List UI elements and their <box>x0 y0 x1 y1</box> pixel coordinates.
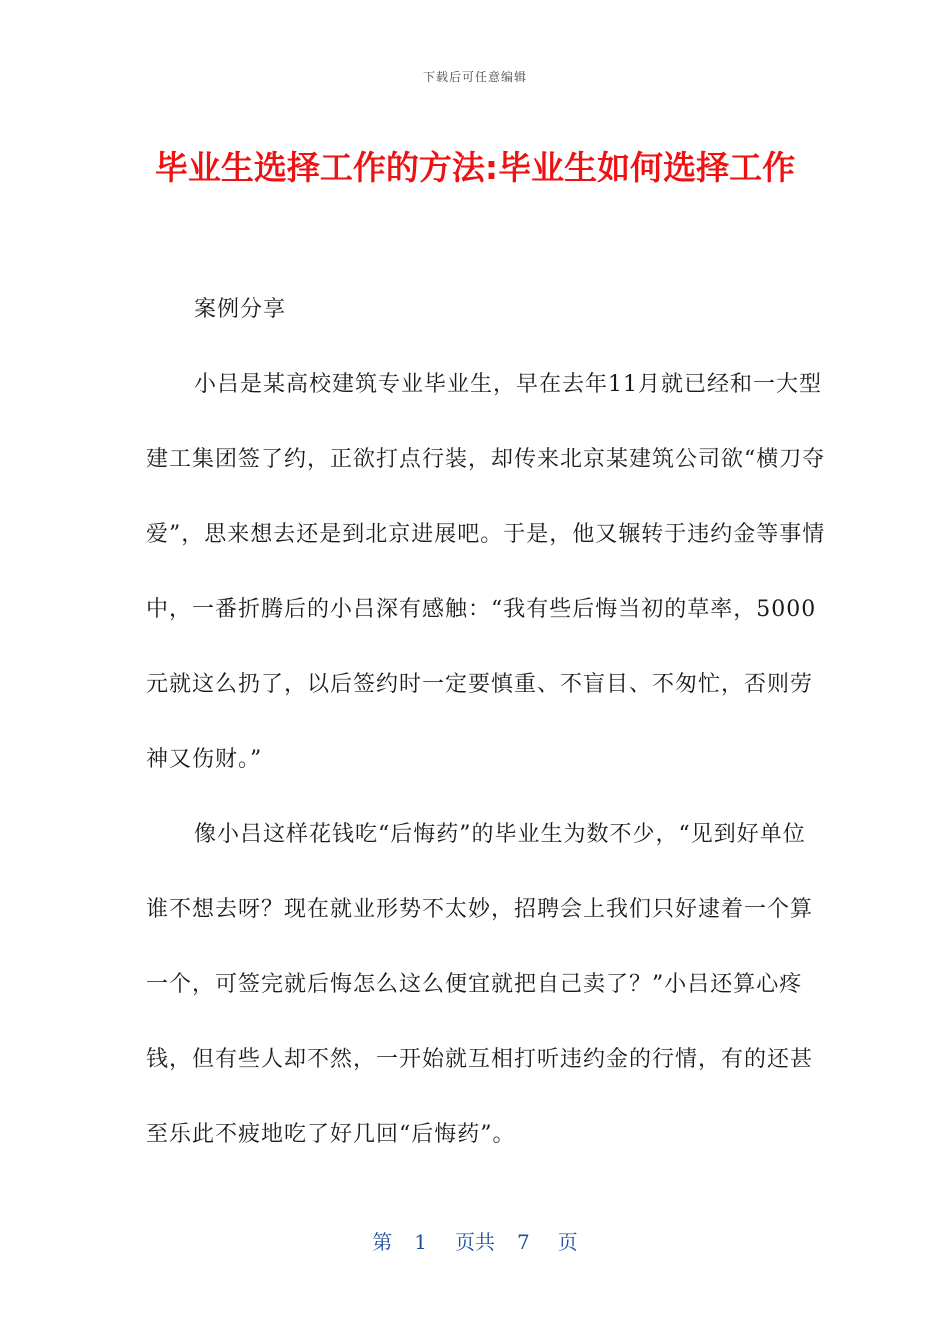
footer-prefix: 第 <box>372 1230 393 1254</box>
document-title: 毕业生选择工作的方法:毕业生如何选择工作 <box>154 148 796 187</box>
paragraph-case-story: 小吕是某高校建筑专业毕业生，早在去年11月就已经和一大型建工集团签了约，正欲打点行装，却传来北京某建筑公司欲“横刀夺爱”，思来想去还是到北京进展吧。于是，他又辗转于违约金等事情中，一番折腾后的小吕深有感触：“我有些后悔当初的草率，5000元就这么扔了，以后签约时一定要慎重、不盲目、不匆忙，否则劳神又伤财。” <box>146 372 826 772</box>
footer-current-page: 1 <box>414 1230 427 1254</box>
footer-middle: 页共 <box>455 1230 495 1254</box>
page-footer <box>0 1226 950 1255</box>
paragraph-regret-medicine: 像小吕这样花钱吃“后悔药”的毕业生为数不少，“见到好单位谁不想去呀？现在就业形势不太妙，招聘会上我们只好逮着一个算一个，可签完就后悔怎么这么便宜就把自己卖了？”小吕还算心疼钱，但有些人却不然，一开始就互相打听违约金的行情，有的还甚至乐此不疲地吃了好几回“后悔药”。 <box>146 822 814 1147</box>
footer-suffix: 页 <box>557 1230 578 1254</box>
section-heading: 案例分享 <box>194 297 287 322</box>
footer-total-pages: 7 <box>517 1230 530 1254</box>
header-note: 下载后可任意编辑 <box>422 70 527 84</box>
document-body <box>146 272 826 1172</box>
